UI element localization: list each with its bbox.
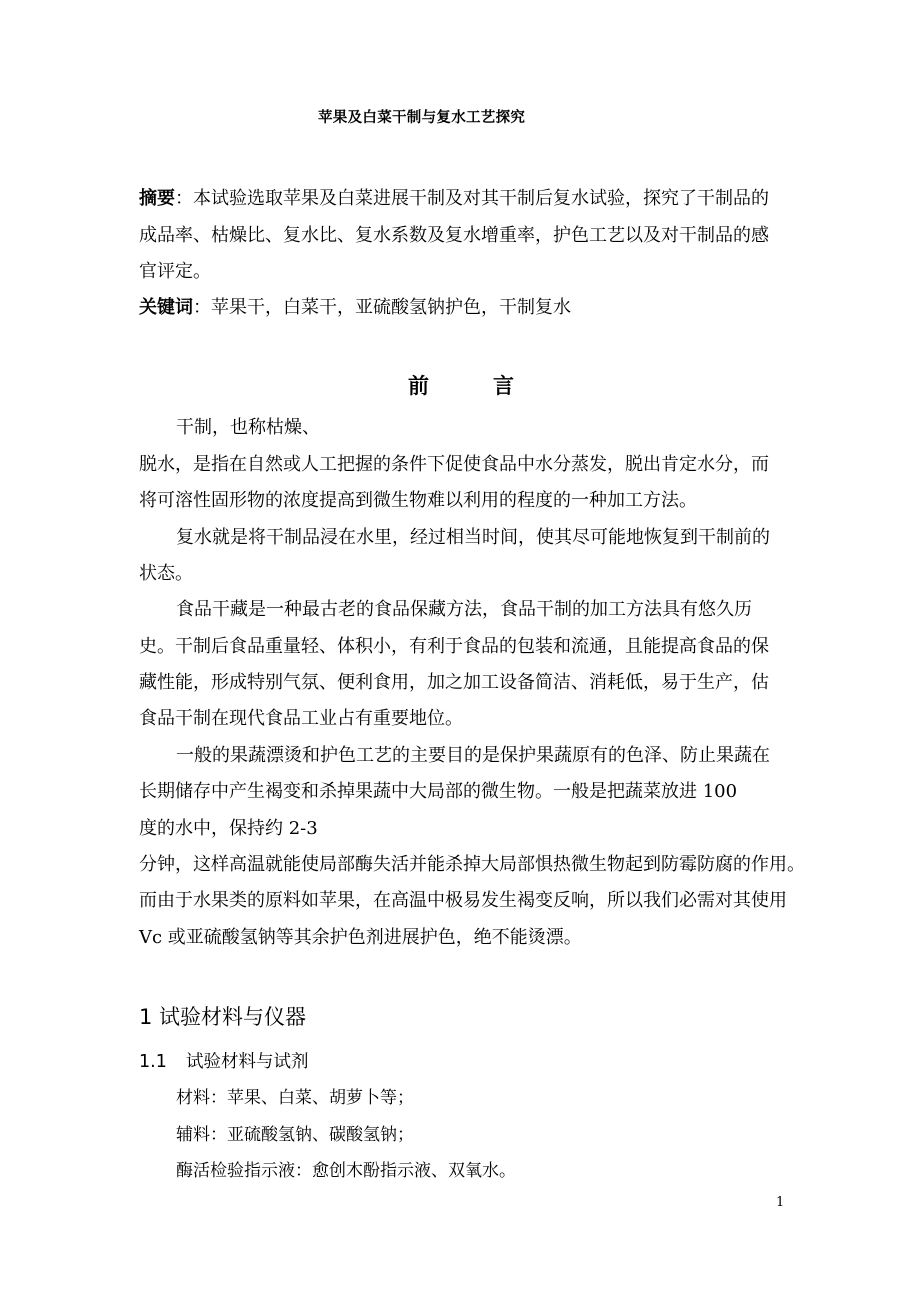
preface-heading (408, 370, 514, 400)
abstract-separator: ： (175, 188, 193, 209)
preface-line: 藏性能，形成特别气氛、便利食用，加之加工设备简洁、消耗低，易于生产，估 (139, 672, 769, 693)
page-number: 1 (776, 1195, 785, 1210)
preface-heading-right: 言 (493, 374, 514, 398)
preface-line: 脱水，是指在自然或人工把握的条件下促使食品中水分蒸发，脱出肯定水分，而 (139, 454, 769, 475)
material-item: 辅料：亚硫酸氢钠、碳酸氢钠； (176, 1125, 414, 1145)
abstract-line-1 (139, 187, 769, 211)
preface-line: 而由于水果类的原料如苹果，在高温中极易发生褐变反响，所以我们必需对其使用 (139, 890, 787, 911)
preface-line: 将可溶性固形物的浓度提高到微生物难以利用的程度的一种加工方法。 (139, 490, 697, 511)
preface-line: Vc 或亚硫酸氢钠等其余护色剂进展护色，绝不能烫漂。 (139, 927, 582, 948)
material-item: 材料：苹果、白菜、胡萝卜等； (176, 1088, 414, 1108)
preface-line: 史。干制后食品重量轻、体积小，有利于食品的包装和流通，且能提高食品的保 (139, 636, 769, 657)
keywords-line (139, 296, 571, 320)
subsection-heading (139, 1050, 309, 1074)
keywords-label: 关键词 (139, 297, 193, 318)
preface-line: 度的水中，保持约 2-3 (139, 818, 318, 839)
keywords-separator: ： (193, 297, 211, 318)
abstract-text-1: 本试验选取苹果及白菜进展干制及对其干制后复水试验，探究了干制品的 (193, 188, 769, 209)
preface-line: 干制，也称枯燥、 (176, 417, 320, 438)
section-heading: 1 试验材料与仪器 (139, 1005, 307, 1029)
preface-line: 食品干藏是一种最古老的食品保藏方法，食品干制的加工方法具有悠久历 (176, 599, 752, 620)
abstract-line-2: 成品率、枯燥比、复水比、复水系数及复水增重率，护色工艺以及对干制品的感 (139, 225, 769, 246)
preface-line: 长期储存中产生褐变和杀掉果蔬中大局部的微生物。一般是把蔬菜放进 100 (139, 781, 738, 802)
preface-line: 一般的果蔬漂烫和护色工艺的主要目的是保护果蔬原有的色泽、防止果蔬在 (176, 745, 770, 766)
preface-line: 复水就是将干制品浸在水里，经过相当时间，使其尽可能地恢复到干制前的 (176, 527, 770, 548)
document-title: 苹果及白菜干制与复水工艺探究 (318, 110, 526, 126)
subsection-title: 试验材料与试剂 (186, 1052, 309, 1072)
abstract-label: 摘要 (139, 188, 175, 209)
preface-line: 食品干制在现代食品工业占有重要地位。 (139, 708, 463, 729)
preface-line: 分钟，这样高温就能使局部酶失活并能杀掉大局部惧热微生物起到防霉防腐的作用。 (139, 854, 805, 875)
keywords-text: 苹果干，白菜干，亚硫酸氢钠护色，干制复水 (211, 297, 571, 318)
subsection-number: 1.1 (139, 1052, 167, 1072)
preface-line: 状态。 (139, 563, 193, 584)
preface-heading-left: 前 (408, 374, 429, 398)
material-item: 酶活检验指示液：愈创木酚指示液、双氧水。 (176, 1161, 516, 1181)
abstract-line-3: 官评定。 (139, 261, 211, 282)
